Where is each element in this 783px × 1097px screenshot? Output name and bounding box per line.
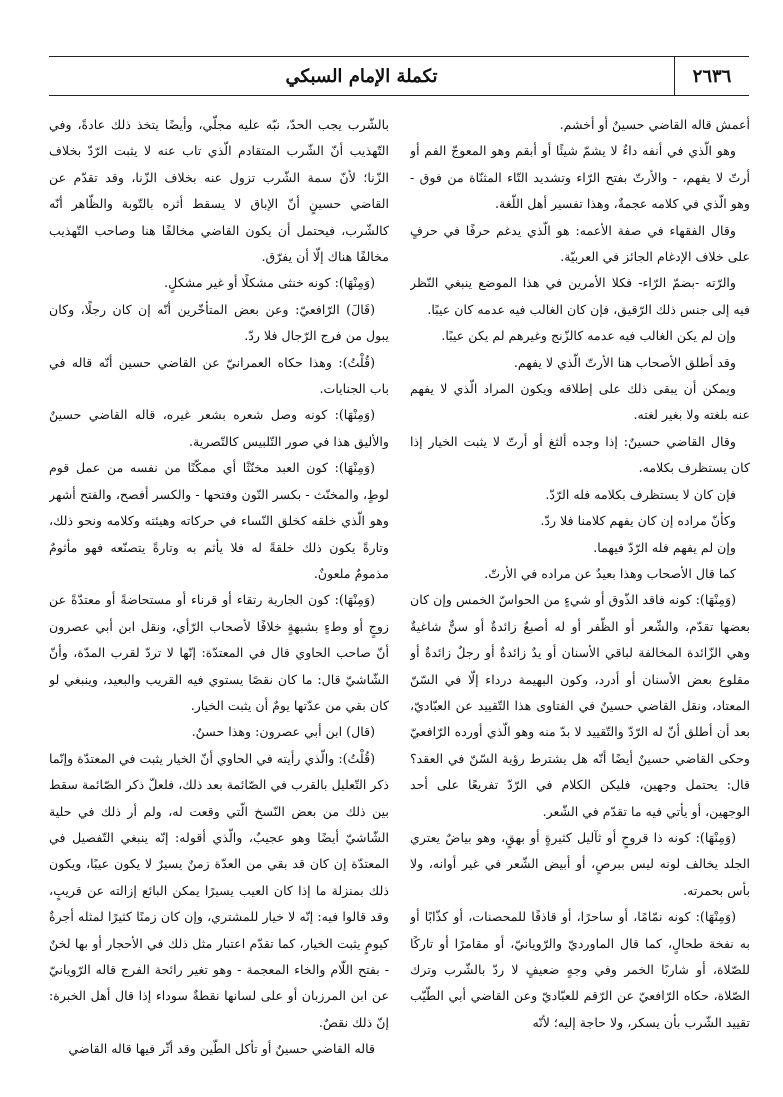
- paragraph: وإن لم يكن الغالب فيه عدمه كالزّنج وغيرهم لم يكن عيبًا.: [441, 328, 736, 344]
- paragraph: بالشّرب يجب الحدّ، نبّه عليه مجلّي، وأيضًا يتخذ ذلك عادةً، وفي التّهذيب أنّ الشّرب المتقادم الّذي تاب عنه لا يثبت الرّدّ بخلاف الزّنا؛ لأنّ سمة الشّرب تزول عنه بخلاف الزّنا، وقد تقدّم عن القاضي حسينٍ أنّ الإباق لا يسقط أثره بالتّوبة والظّاهر أنّه كالشّرب، فيحتمل أن يكون القاضي مخالفًا هنا وصاحب التّهذيب مخالفًا هناك إلّا أن يفرّق.: [49, 117, 389, 265]
- paragraph: (وَمِنْهَا): كونه ذا قروحٍ أو ثآليل كثيرةٍ أو بهقٍ، وهو بياضٌ يعتري الجلد يخالف لونه ليس ببرصٍ، أو أبيض الشّعر في غير أوانه، ولا بأس بحمرته.: [410, 829, 750, 898]
- paragraph: أعمش قاله القاضي حسينٌ أو أخشم.: [559, 117, 750, 132]
- paragraph: (قال) ابن أبي عصرون: وهذا حسنٌ.: [191, 724, 375, 740]
- paragraph: وإن لم يفهم فله الرّدّ فيهما.: [593, 539, 736, 555]
- paragraph: وقد أطلق الأصحاب هنا الأرتّ الّذي لا يفهم.: [513, 354, 736, 370]
- paragraph: (قُلْتُ): وهذا حكاه العمرانيّ عن القاضي حسين أنّه قاله في باب الجنايات.: [49, 354, 389, 397]
- paragraph: فإن كان لا يستظرف بكلامه فله الرّدّ.: [545, 486, 736, 502]
- paragraph: والرّته -بضمّ الرّاء- فكلا الأمرين في هذا الموضع ينبغي النّظر فيه إلى جنس ذلك الرّقيق، فإن كان الغالب فيه عدمه كان عيبًا.: [410, 275, 750, 317]
- running-title: تكملة الإمام السبكي: [285, 65, 438, 87]
- right-column: [410, 112, 750, 1097]
- paragraph: قاله القاضي حسينٌ أو تأكل الطّين وقد أثّر فيها قاله القاضي: [68, 1041, 375, 1057]
- paragraph: (وَمِنْهَا): كون الجارية رتقاء أو قرناء أو مستحاضةً أو معتدّةً عن زوجٍ أو وطءٍ بشبهةٍ خلافًا لأصحاب الرّأي، ونقل ابن أبي عصرون أنّ صاحب الحاوي قال في المعتدّة: إنّها لا تردّ لقرب المدّة، وأنّ الشّاشيّ قال: ما كان نقصًا يستوي فيه القريب والبعيد، وينبغي لو كان بقي من عدّتها يومٌ أن يثبت الخيار.: [49, 592, 389, 713]
- paragraph: وقال الفقهاء في صفة الأعمه: هو الّذي يدغم حرفًا في حرفٍ على خلاف الإدغام الجائز في العربيّة.: [410, 222, 750, 265]
- paragraph: (وَمِنْهَا): كونه نمّامًا، أو ساحرًا، أو قاذفًا للمحصنات، أو كذّابًا أو به نفخة طحالٍ، كما قال الماورديّ والرّويانيّ، أو مقامرًا أو تاركًا للصّلاة، أو شاربًا الخمر وفي وجهٍ ضعيفٍ لا ردّ بالشّرب وترك الصّلاة، حكاه الرّافعيّ عن الرّقم للعبّاديّ وعن القاضي أبي الطّيّب تقييد الشّرب بأن يسكر، ولا حاجة إليه؛ لأنّه: [410, 909, 750, 1030]
- paragraph: (وَمِنْهَا): كونه فاقد الذّوق أو شيءٍ من الحواسّ الخمس وإن كان بعضها تقدّم، والشّعر أو الظّفر أو له أصبعٌ زائدةٌ أو سنٌّ شاغيةٌ وهي الزّائدة المخالفة لباقي الأسنان أو يدٌ زائدةٌ أو رجلٌ زائدةٌ أو مقلوع بعض الأسنان أو أدرد، وكون البهيمة درداء إلّا في السّنّ المعتاد، ونقل القاضي حسينٌ في الفتاوى هذا التّقييد عن العبّاديّ، بعد أن أطلق أنّ له الرّدّ والتّقييد لا بدّ منه وهو الّذي أورده الرّافعيّ وحكى القاضي حسينٌ أيضًا أنّه هل يشترط رؤية السّنّ في العقد؟ قال: يحتمل وجهين، فليكن الكلام في الرّدّ تفريعًا على أحد الوجهين، أو يأتي فيه ما تقدّم في الشّعر.: [410, 592, 750, 819]
- page-number: ٢٦٣٦: [674, 57, 749, 95]
- page-header: [49, 56, 749, 96]
- paragraph: (وَمِنْهَا): كونه خنثى مشكلًا أو غير مشكلٍ.: [164, 275, 375, 291]
- paragraph: (وَمِنْهَا): كونه وصل شعره بشعر غيره، قاله القاضي حسينٌ والأليق هذا في صور التّلبيس كالتّصرية.: [49, 407, 389, 449]
- paragraph: وكأنّ مراده إن كان يفهم كلامنا فلا ردّ.: [540, 513, 736, 529]
- paragraph: (وَمِنْهَا): كون العبد مخنّثًا أي ممكّنًا من نفسه من عمل قوم لوطٍ، والمخنّث - بكسر النّون وفتحها - والكسر أفصح، والفتح أشهر وهو الّذي خلقه كخلق النّساء في حركاته وهيئته وكلامه ونحو ذلك، وتارةً يكون ذلك خلقةً له فلا يأثم به وتارةً يتصنّعه فهو مأثومٌ مذمومٌ ملعونٌ.: [49, 460, 389, 581]
- paragraph: (قَالَ) الرّافعيّ: وعن بعض المتأخّرين أنّه إن كان رجلًا، وكان يبول من فرج الرّجال فلا ردّ.: [49, 301, 389, 344]
- paragraph: وقال القاضي حسينٌ: إذا وجده ألثغ أو أرتّ لا يثبت الخيار إذا كان يستظرف بكلامه.: [410, 433, 750, 476]
- paragraph: (قُلْتُ): والّذي رأيته في الحاوي أنّ الخيار يثبت في المعتدّة وإنّما ذكر التّعليل بالقرب في الصّائمة بعد ذلك، فلعلّ ذكر الصّائمة سقط بين ذلك من بعض النّسخ الّتي وقعت له، ولم أر ذلك في حلية الشّاشيّ أيضًا وهو عجيبٌ، والّذي أقوله: إنّه ينبغي التّفصيل في المعتدّة إن كان قد بقي من العدّة زمنٌ يسيرٌ لا يكون عيبًا، ويكون ذلك بمنزلة ما إذا كان العيب يسيرًا يمكن البائع إزالته عن قريبٍ، وقد قالوا فيه: إنّه لا خيار للمشتري، وإن كان زمنًا كثيرًا لمثله أجرةٌ كيومٍ يثبت الخيار، كما تقدّم اعتبار مثل ذلك في الأحجار أو بها لخنٌ - بفتح اللّام والخاء المعجمة - وهو تغير رائحة الفرج قاله الرّويانيّ عن ابن المرزبان أو على لسانها نقطةٌ سوداء إذا قال أهل الخبرة: إنّ ذلك نقصٌ.: [49, 750, 389, 1030]
- left-column: [49, 112, 389, 1097]
- paragraph: ويمكن أن يبقى ذلك على إطلاقه ويكون المراد الّذي لا يفهم عنه بلغته ولا بغير لغته.: [410, 381, 750, 423]
- paragraph: وهو الّذي في أنفه داءٌ لا يشمّ شيئًا أو أبقم وهو المعوجّ الفم أو أرتّ لا يفهم، - والأرتّ بفتح الرّاء وتشديد التّاء المثنّاة من فوق - وهو الّذي في كلامه عجمةٌ، وهذا تفسير أهل اللّغة.: [410, 143, 750, 212]
- paragraph: كما قال الأصحاب وهذا بعيدٌ عن مراده في الأرتّ.: [484, 565, 736, 581]
